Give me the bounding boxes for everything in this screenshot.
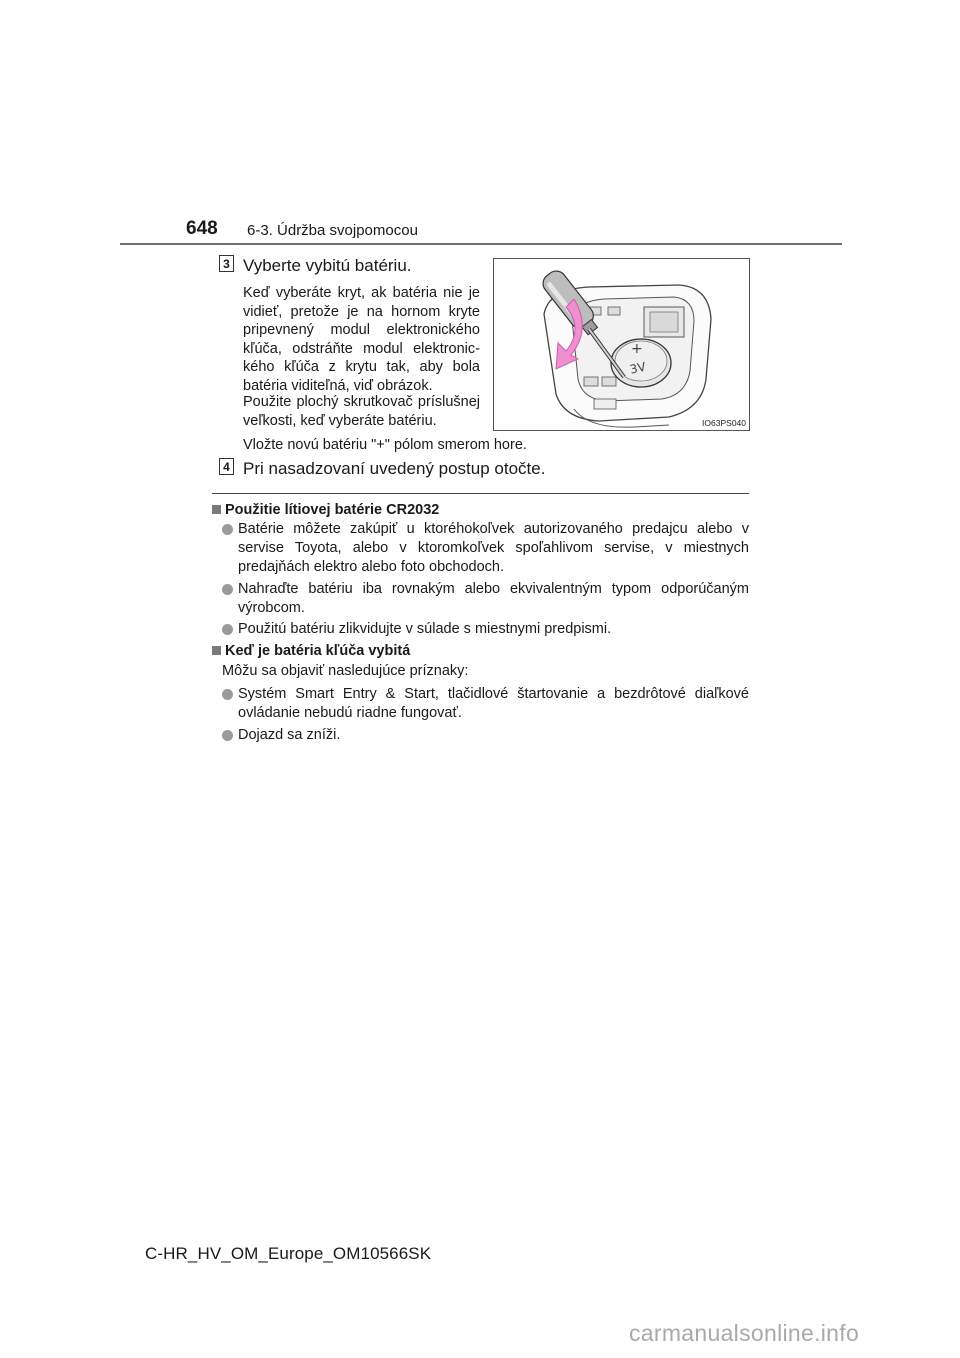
- step-3-badge: 3: [219, 255, 234, 272]
- bullet-dot-icon: [222, 524, 233, 535]
- key-battery-illustration: [493, 258, 750, 431]
- bullet-dot-icon: [222, 624, 233, 635]
- step-4-badge: 4: [219, 458, 234, 475]
- step-3-heading: Vyberte vybitú batériu.: [243, 256, 412, 275]
- list-item: Nahraďte batériu iba rovnakým alebo ekvivalentným typom odporúčaným výrobcom.: [238, 580, 749, 618]
- watermark: carmanualsonline.info: [629, 1320, 860, 1346]
- list-item: Systém Smart Entry & Start, tlačidlové štartovanie a bezdrôtové diaľkové ovládanie nebudú riadne fungovať.: [238, 685, 749, 723]
- section-square-icon: [212, 646, 221, 655]
- note-battery-title: Použitie lítiovej batérie CR2032: [212, 502, 439, 518]
- list-item: Použitú batériu zlikvidujte v súlade s miestnymi predpismi.: [238, 620, 749, 639]
- key-battery-screwdriver-illustration-icon: [494, 259, 749, 430]
- step-3-paragraph-3: Vložte novú batériu "+" pólom smerom hore.: [243, 437, 527, 453]
- step-3-paragraph-1: Keď vyberáte kryt, ak batéria nie je vidieť, pretože je na hornom kryte pripevnený modul elektronického kľúča, odstráňte modul elektronického kľúča z krytu tak, aby bola batéria viditeľná, viď obrázok.: [243, 285, 480, 394]
- notes-divider: [212, 493, 749, 494]
- page-number: 648: [186, 218, 218, 239]
- step-4-heading: Pri nasadzovaní uvedený postup otočte.: [243, 459, 546, 478]
- battery-voltage-label: 3V: [628, 359, 648, 377]
- header-divider: [120, 243, 842, 245]
- section-title: 6-3. Údržba svojpomocou: [247, 222, 418, 239]
- bullet-dot-icon: [222, 689, 233, 700]
- bullet-dot-icon: [222, 730, 233, 741]
- document-id: C-HR_HV_OM_Europe_OM10566SK: [145, 1244, 432, 1263]
- note-dead-battery-intro: Môžu sa objaviť nasledujúce príznaky:: [222, 663, 469, 679]
- step-3-paragraph-2: Použite plochý skrutkovač príslušnej veľkosti, keď vyberáte batériu.: [243, 394, 480, 429]
- list-item: Dojazd sa zníži.: [238, 726, 749, 745]
- illustration-code: IO63PS040: [702, 418, 746, 428]
- bullet-dot-icon: [222, 584, 233, 595]
- note-dead-battery-title: Keď je batéria kľúča vybitá: [212, 643, 410, 659]
- list-item: Batérie môžete zakúpiť u ktoréhokoľvek autorizovaného predajcu alebo v servise Toyota, alebo v ktoromkoľvek spoľahlivom servise, v miestnych predajňách elektro alebo foto obchodoch.: [238, 520, 749, 577]
- battery-plus-label: +: [631, 341, 643, 357]
- section-square-icon: [212, 505, 221, 514]
